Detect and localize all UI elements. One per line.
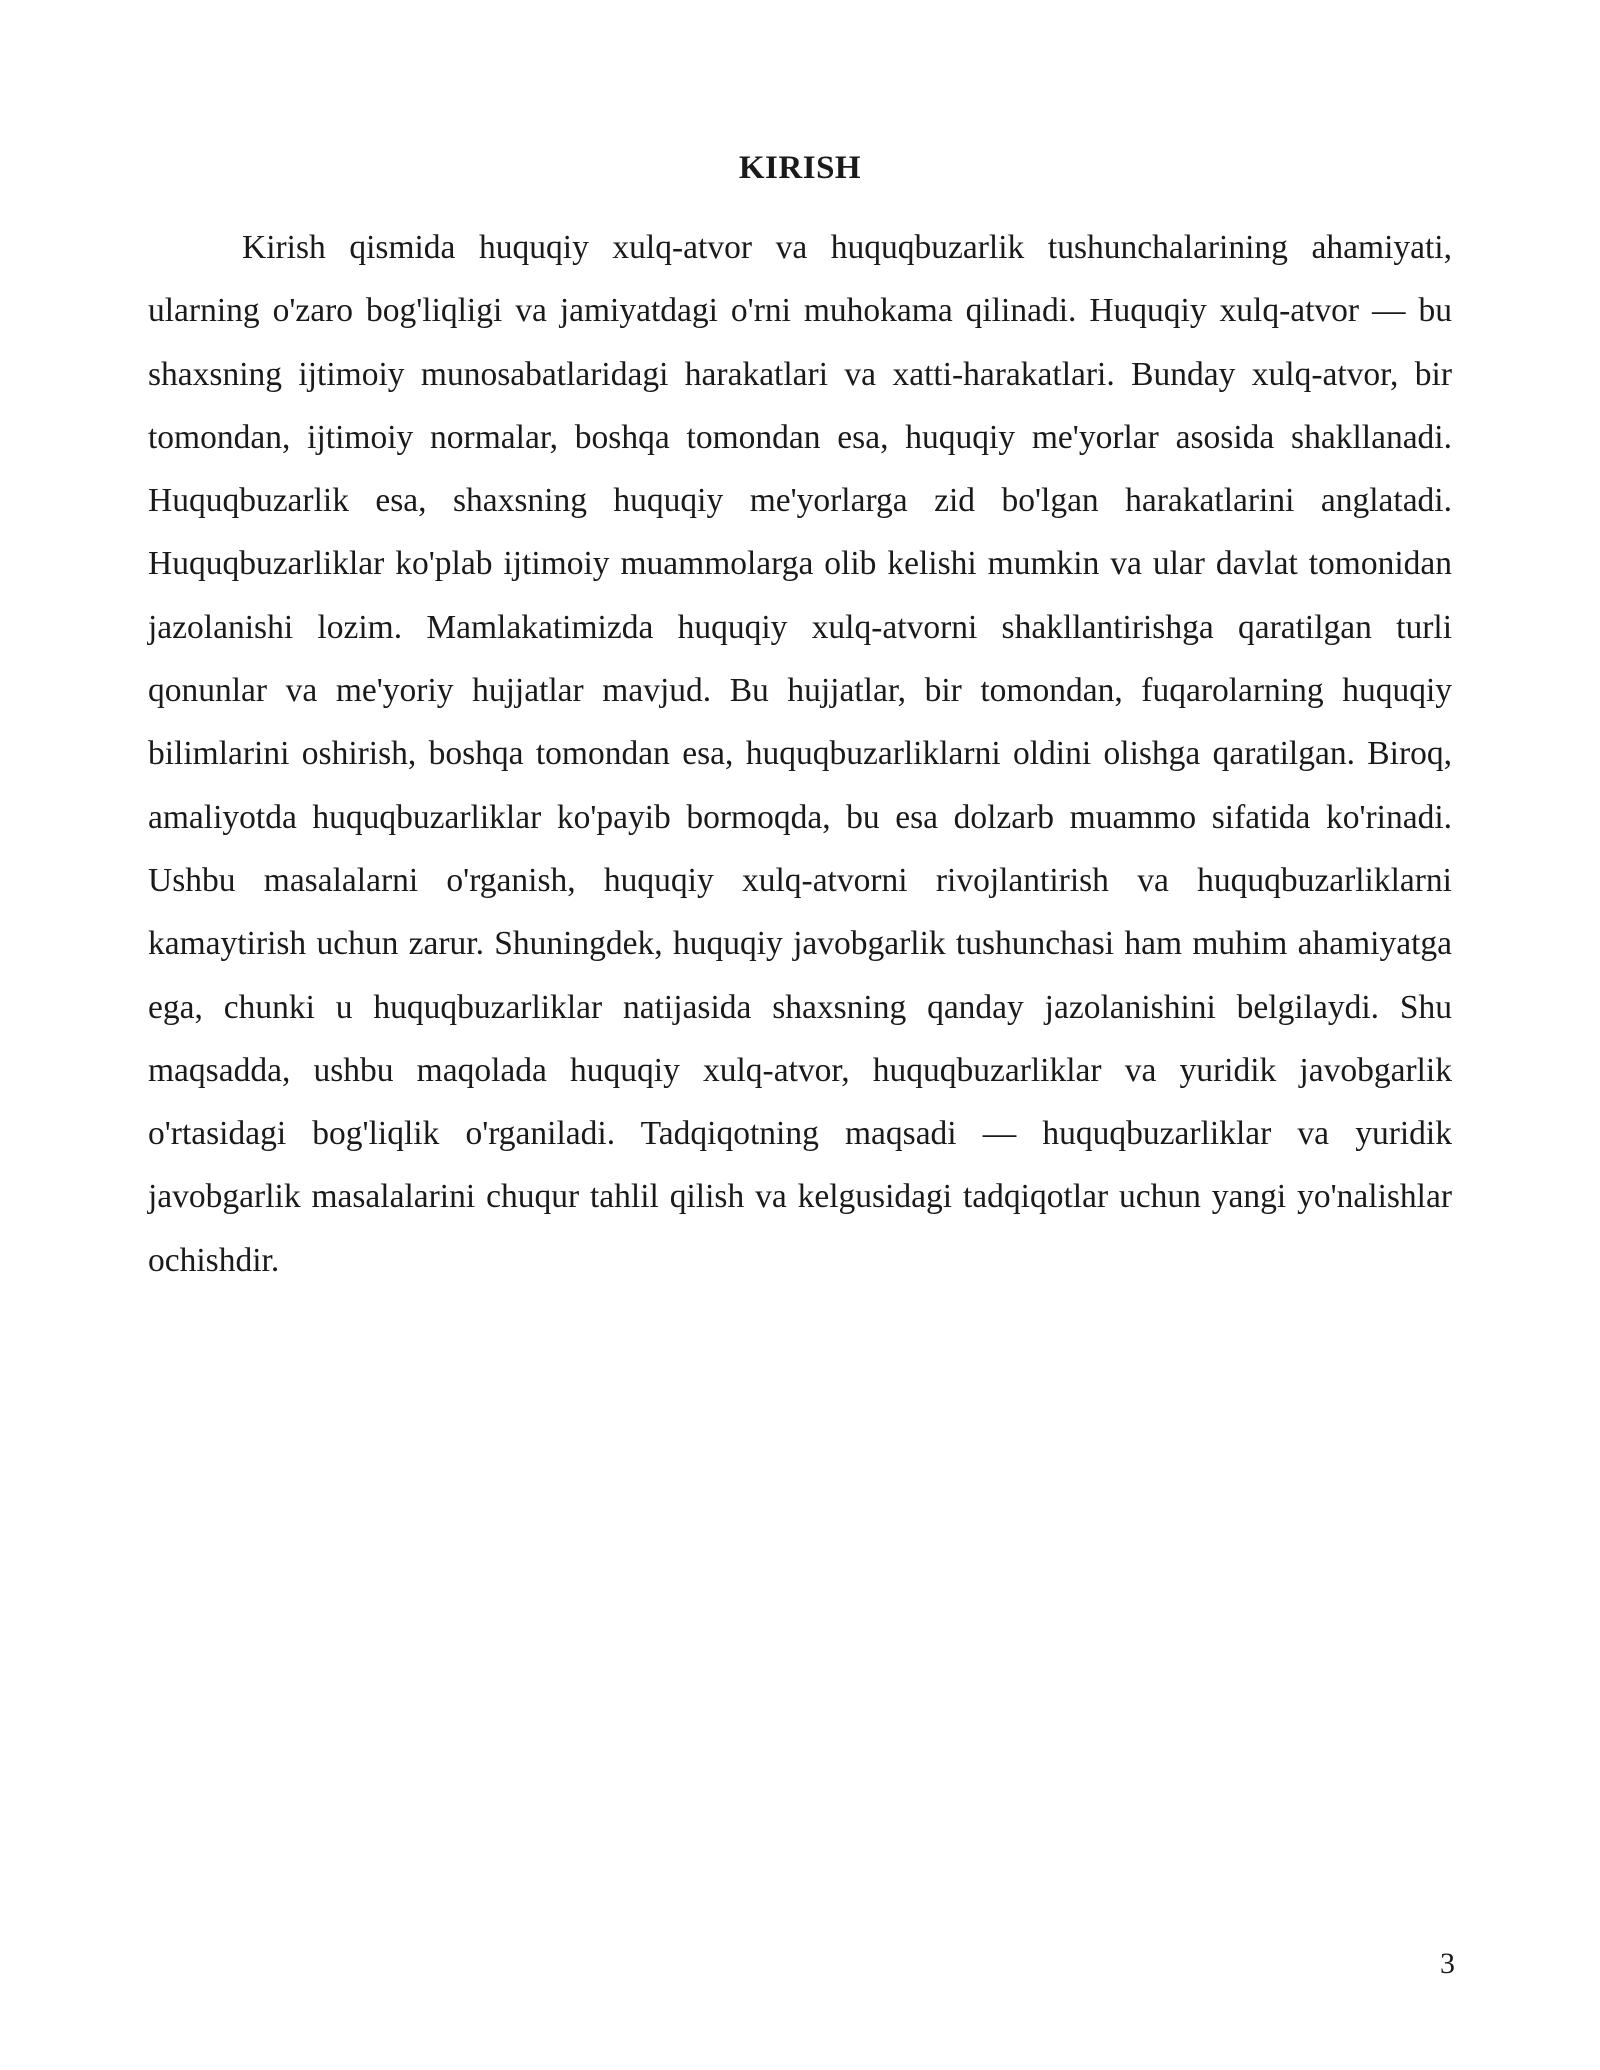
body-paragraph: Kirish qismida huquqiy xulq-atvor va huquqbuzarlik tushunchalarining ahamiyati, ularning o'zaro bog'liqligi va jamiyatdagi o'rni muhokama qilinadi. Huquqiy xulq-atvor — bu shaxsning ijtimoiy munosabatlaridagi harakatlari va xatti-harakatlari. Bunday xulq-atvor, bir tomondan, ijtimoiy normalar, boshqa tomondan esa, huquqiy me'yorlar asosida shakllanadi. Huquqbuzarlik esa, shaxsning huquqiy me'yorlarga zid bo'lgan harakatlarini anglatadi. Huquqbuzarliklar ko'plab ijtimoiy muammolarga olib kelishi mumkin va ular davlat tomonidan jazolanishi lozim. Mamlakatimizda huquqiy xulq-atvorni shakllantirishga qaratilgan turli qonunlar va me'yoriy hujjatlar mavjud. Bu hujjatlar, bir tomondan, fuqarolarning huquqiy bilimlarini oshirish, boshqa tomondan esa, huquqbuzarliklarni oldini olishga qaratilgan. Biroq, amaliyotda huquqbuzarliklar ko'payib bormoqda, bu esa dolzarb muammo sifatida ko'rinadi. Ushbu masalalarni o'rganish, huquqiy xulq-atvorni rivojlantirish va huquqbuzarliklarni kamaytirish uchun zarur. Shuningdek, huquqiy javobgarlik tushunchasi ham muhim ahamiyatga ega, chunki u huquqbuzarliklar natijasida shaxsning qanday jazolanishini belgilaydi. Shu maqsadda, ushbu maqolada huquqiy xulq-atvor, huquqbuzarliklar va yuridik javobgarlik o'rtasidagi bog'liqlik o'rganiladi. Tadqiqotning maqsadi — huquqbuzarliklar va yuridik javobgarlik masalalarini chuqur tahlil qilish va kelgusidagi tadqiqotlar uchun yangi yo'nalishlar ochishdir. bbox=[148, 229, 1452, 1279]
section-heading: KIRISH bbox=[738, 150, 862, 186]
page-number: 3 bbox=[1440, 1947, 1455, 1980]
